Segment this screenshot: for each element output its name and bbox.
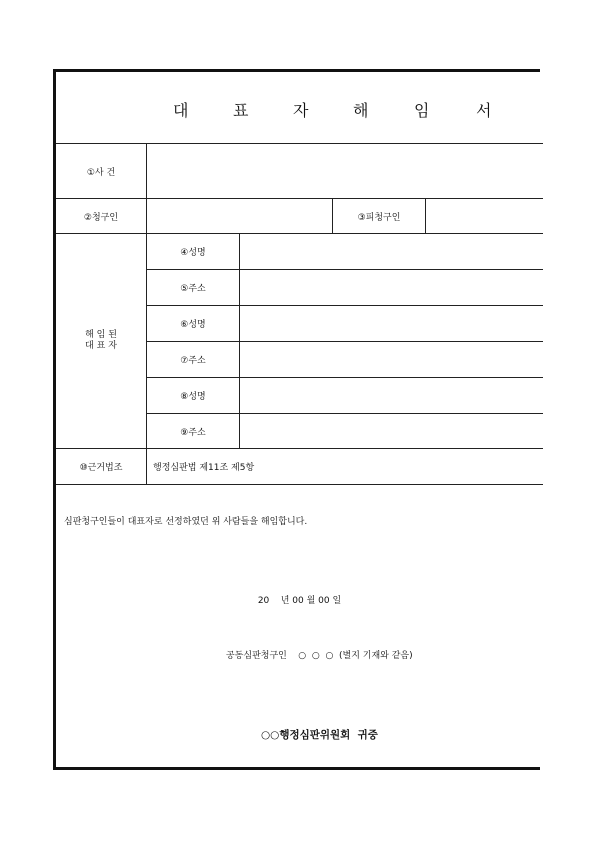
dismissed-label-line1: 해 임 된 <box>85 330 117 340</box>
address-label: ⑦주소 <box>180 356 206 366</box>
respondent-label: ③피청구인 <box>357 212 401 223</box>
address-field[interactable] <box>246 270 536 305</box>
legal-basis-label: ⑩근거법조 <box>79 463 123 473</box>
signer-line: 공동심판청구인 ○ ○ ○ (별지 기재와 같음) <box>226 651 413 661</box>
name-field[interactable] <box>246 306 536 341</box>
address-field[interactable] <box>246 414 536 448</box>
dismissed-group-label <box>56 234 146 448</box>
name-label: ⑥성명 <box>180 320 206 330</box>
divider <box>239 233 240 448</box>
dismissed-label-line2: 대 표 자 <box>85 341 117 351</box>
claimant-field[interactable] <box>152 199 328 233</box>
statement-text: 심판청구인들이 대표자로 선정하였던 위 사람들을 해임합니다. <box>64 517 308 527</box>
respondent-field[interactable] <box>430 199 540 233</box>
name-field[interactable] <box>246 378 536 413</box>
case-label: ①사 건 <box>86 167 116 178</box>
title-char: 자 <box>293 101 309 120</box>
authority-addressee: ○○행정심판위원회 귀중 <box>261 729 378 741</box>
address-label: ⑤주소 <box>180 284 206 294</box>
name-label: ⑧성명 <box>180 392 206 402</box>
form-title <box>56 72 543 144</box>
name-field[interactable] <box>246 234 536 269</box>
title-char: 대 <box>173 101 189 120</box>
title-char: 표 <box>233 101 249 120</box>
date-line: 20 년 00 월 00 일 <box>257 596 342 606</box>
legal-basis-value: 행정심판법 제11조 제5항 <box>153 463 255 473</box>
divider <box>56 484 543 485</box>
name-label: ④성명 <box>180 248 206 258</box>
address-label: ⑨주소 <box>180 427 206 438</box>
divider <box>425 198 426 233</box>
case-field[interactable] <box>152 144 537 198</box>
title-char: 임 <box>414 101 430 120</box>
title-char: 해 <box>353 101 369 120</box>
address-field[interactable] <box>246 342 536 377</box>
claimant-label: ②청구인 <box>83 212 119 223</box>
title-char: 서 <box>476 101 492 120</box>
dismissal-form <box>53 69 540 770</box>
